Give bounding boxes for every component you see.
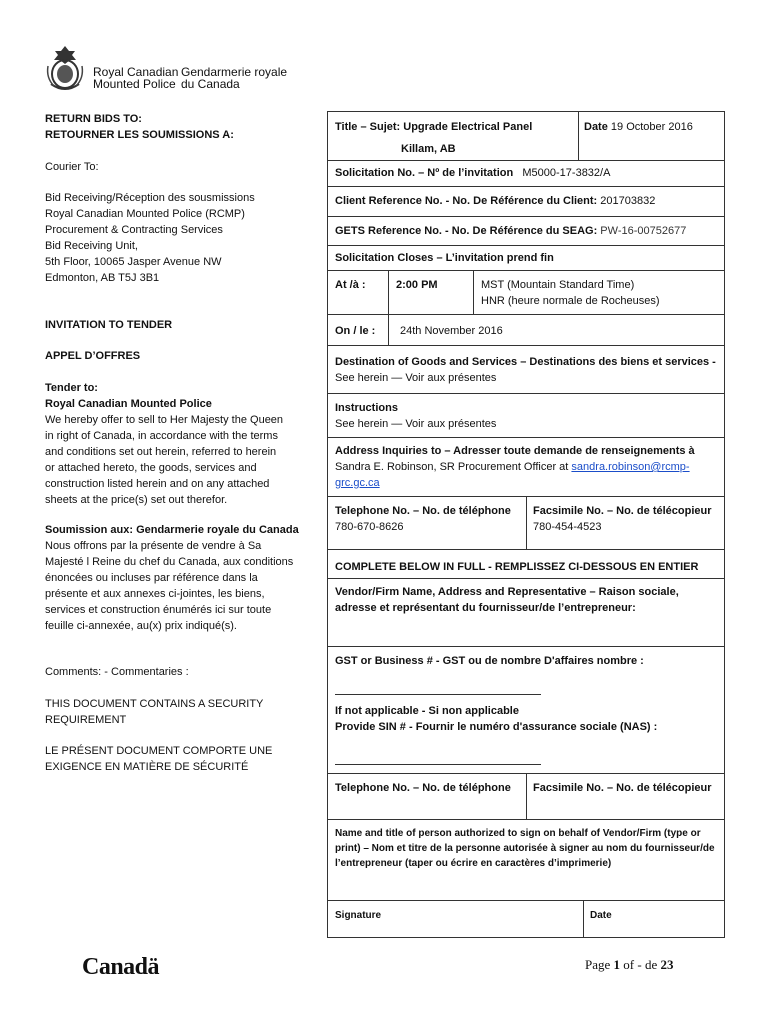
instructions-label: Instructions <box>335 402 398 414</box>
return-bids-label <box>45 111 234 143</box>
client-ref-value: 201703832 <box>600 195 656 207</box>
date-value: 19 October 2016 <box>610 121 693 133</box>
signature-date-field[interactable]: Date <box>590 910 612 921</box>
solicitation-number <box>335 165 610 181</box>
at-time: 2:00 PM <box>396 279 438 291</box>
instructions-value: See herein — Voir aux présentes <box>335 418 497 430</box>
address-line: Edmonton, AB T5J 3B1 <box>45 272 160 284</box>
tender-text-line: sheets at the price(s) set out therefor. <box>45 494 228 506</box>
destination-value: See herein — Voir aux présentes <box>335 372 497 384</box>
tender-text-line: and conditions set out herein, referred to herein <box>45 446 277 458</box>
security-fr <box>45 743 272 775</box>
gst-input-line[interactable] <box>335 680 541 695</box>
closes-label: Solicitation Closes – L’invitation prend fin <box>335 252 554 264</box>
inquiries-value: Sandra E. Robinson, SR Procurement Officer at <box>335 461 569 473</box>
page-current: 1 <box>613 957 621 972</box>
tender-fr-line: énoncées ou incluses par référence dans la <box>45 572 258 584</box>
tender-to-label: Tender to: <box>45 382 98 394</box>
facsimile-value: 780-454-4523 <box>533 521 602 533</box>
telephone-label: Telephone No. – No. de téléphone <box>335 505 511 517</box>
org-name-en <box>93 66 178 90</box>
tender-text-line: We hereby offer to sell to Her Majesty the Queen <box>45 414 284 426</box>
org-name-fr <box>181 66 287 90</box>
tender-fr-line: Majesté l Reine du chef du Canada, aux conditions <box>45 556 294 568</box>
title-label <box>335 119 532 135</box>
gst-label: GST or Business # - GST ou de nombre D'affaires nombre : <box>335 655 644 667</box>
title-label-text: Title – Sujet: <box>335 121 401 133</box>
client-reference <box>335 193 655 209</box>
destination <box>335 354 716 386</box>
invitation-heading: INVITATION TO TENDER <box>45 319 173 331</box>
gets-label: GETS Reference No. - No. De Référence du SEAG: <box>335 225 598 237</box>
telephone <box>335 503 511 535</box>
tender-en-block <box>45 380 283 508</box>
solicitation-value: M5000-17-3832/A <box>522 167 611 179</box>
tender-fr-line: services et construction énumérés ici sur toute <box>45 604 272 616</box>
tender-text-line: construction listed herein and on any attached <box>45 478 270 490</box>
tender-fr-block <box>45 522 299 634</box>
page-total: 23 <box>660 957 674 972</box>
instructions <box>335 400 496 432</box>
tender-fr-line: feuille ci-annexée, au(x) prix indiqué(s). <box>45 620 237 632</box>
security-fr-line: EXIGENCE EN MATIÈRE DE SÉCURITÉ <box>45 761 249 773</box>
org-en-line2: Mounted Police <box>93 77 176 91</box>
inquiries-email-link-cont[interactable]: grc.gc.ca <box>335 477 380 489</box>
comments-label: Comments: - Commentaries : <box>45 666 189 678</box>
tender-fr-line: Nous offrons par la présente de vendre à Sa <box>45 540 262 552</box>
tender-org: Royal Canadian Mounted Police <box>45 398 212 410</box>
destination-label: Destination of Goods and Services – Destinations des biens et services - <box>335 356 716 368</box>
on-label: On / le : <box>335 325 376 337</box>
security-en-line: THIS DOCUMENT CONTAINS A SECURITY <box>45 698 264 710</box>
security-en-line: REQUIREMENT <box>45 714 127 726</box>
security-en <box>45 696 263 728</box>
inquiries-email-link[interactable]: sandra.robinson@rcmp- <box>571 461 690 473</box>
on-date: 24th November 2016 <box>400 325 503 337</box>
vendor-label-line1: Vendor/Firm Name, Address and Representative – Raison sociale, <box>335 586 679 598</box>
return-address <box>45 190 255 286</box>
org-en-line1: Royal Canadian <box>93 65 179 79</box>
timezone-en: MST (Mountain Standard Time) <box>481 279 635 291</box>
vendor-name-field[interactable] <box>335 584 679 616</box>
return-bids-fr: RETOURNER LES SOUMISSIONS A: <box>45 129 234 141</box>
sin-input-line[interactable] <box>335 750 541 765</box>
appel-heading: APPEL D’OFFRES <box>45 350 141 362</box>
signature-field[interactable]: Signature <box>335 910 382 921</box>
page-of: of - de <box>623 957 658 972</box>
authorized-person-field[interactable] <box>335 826 720 871</box>
timezone-fr: HNR (heure normale de Rocheuses) <box>481 295 660 307</box>
address-line: 5th Floor, 10065 Jasper Avenue NW <box>45 256 222 268</box>
security-fr-line: LE PRÉSENT DOCUMENT COMPORTE UNE <box>45 745 273 757</box>
complete-below-heading: COMPLETE BELOW IN FULL - REMPLISSEZ CI-DESSOUS EN ENTIER <box>335 561 699 573</box>
title-value: Upgrade Electrical Panel <box>403 121 533 133</box>
facsimile <box>533 503 712 535</box>
soumission-title: Soumission aux: Gendarmerie royale du Canada <box>45 524 299 536</box>
return-bids-en: RETURN BIDS TO: <box>45 113 142 125</box>
tender-text-line: in right of Canada, in accordance with the terms <box>45 430 278 442</box>
canada-wordmark-logo: Canadä <box>82 954 160 980</box>
address-line: Bid Receiving Unit, <box>45 240 138 252</box>
rcmp-crest-logo <box>45 44 85 92</box>
authorized-label-line: Name and title of person authorized to sign on behalf of Vendor/Firm (type or <box>335 828 701 839</box>
date-label: Date <box>584 121 608 133</box>
not-applicable-label: If not applicable - Si non applicable <box>335 705 519 717</box>
title-value-line2: Killam, AB <box>401 143 456 155</box>
org-fr-line2: du Canada <box>181 77 240 91</box>
timezone <box>481 277 660 309</box>
authorized-label-line: print) – Nom et titre de la personne autorisée à signer au nom du fournisseur/de <box>335 843 715 854</box>
org-fr-line1: Gendarmerie royale <box>181 65 288 79</box>
gets-reference <box>335 223 686 239</box>
sin-label: Provide SIN # - Fournir le numéro d'assurance sociale (NAS) : <box>335 721 658 733</box>
inquiries-label: Address Inquiries to – Adresser toute demande de renseignements à <box>335 445 695 457</box>
inquiries <box>335 443 720 491</box>
telephone-value: 780-670-8626 <box>335 521 404 533</box>
sin-block <box>335 703 657 735</box>
address-line: Bid Receiving/Réception des sousmissions <box>45 192 255 204</box>
date-field <box>584 119 693 135</box>
client-ref-label: Client Reference No. - No. De Référence du Client: <box>335 195 598 207</box>
page-prefix: Page <box>585 957 611 972</box>
courier-label: Courier To: <box>45 161 99 173</box>
tender-text-line: or attached hereto, the goods, services and <box>45 462 257 474</box>
tender-fr-line: présente et aux annexes ci-jointes, les biens, <box>45 588 265 600</box>
solicitation-label: Solicitation No. – Nº de l’invitation <box>335 167 514 179</box>
address-line: Royal Canadian Mounted Police (RCMP) <box>45 208 245 220</box>
authorized-label-line: l’entrepreneur (taper ou écrire en caractères d’imprimerie) <box>335 858 612 869</box>
facsimile-label: Facsimile No. – No. de télécopieur <box>533 505 712 517</box>
vendor-facsimile-label: Facsimile No. – No. de télécopieur <box>533 782 712 794</box>
gets-value: PW-16-00752677 <box>600 225 687 237</box>
vendor-label-line2: adresse et représentant du fournisseur/de l’entrepreneur: <box>335 602 636 614</box>
at-label: At /à : <box>335 279 366 291</box>
page-number <box>585 957 673 973</box>
address-line: Procurement & Contracting Services <box>45 224 223 236</box>
vendor-telephone-label: Telephone No. – No. de téléphone <box>335 782 511 794</box>
